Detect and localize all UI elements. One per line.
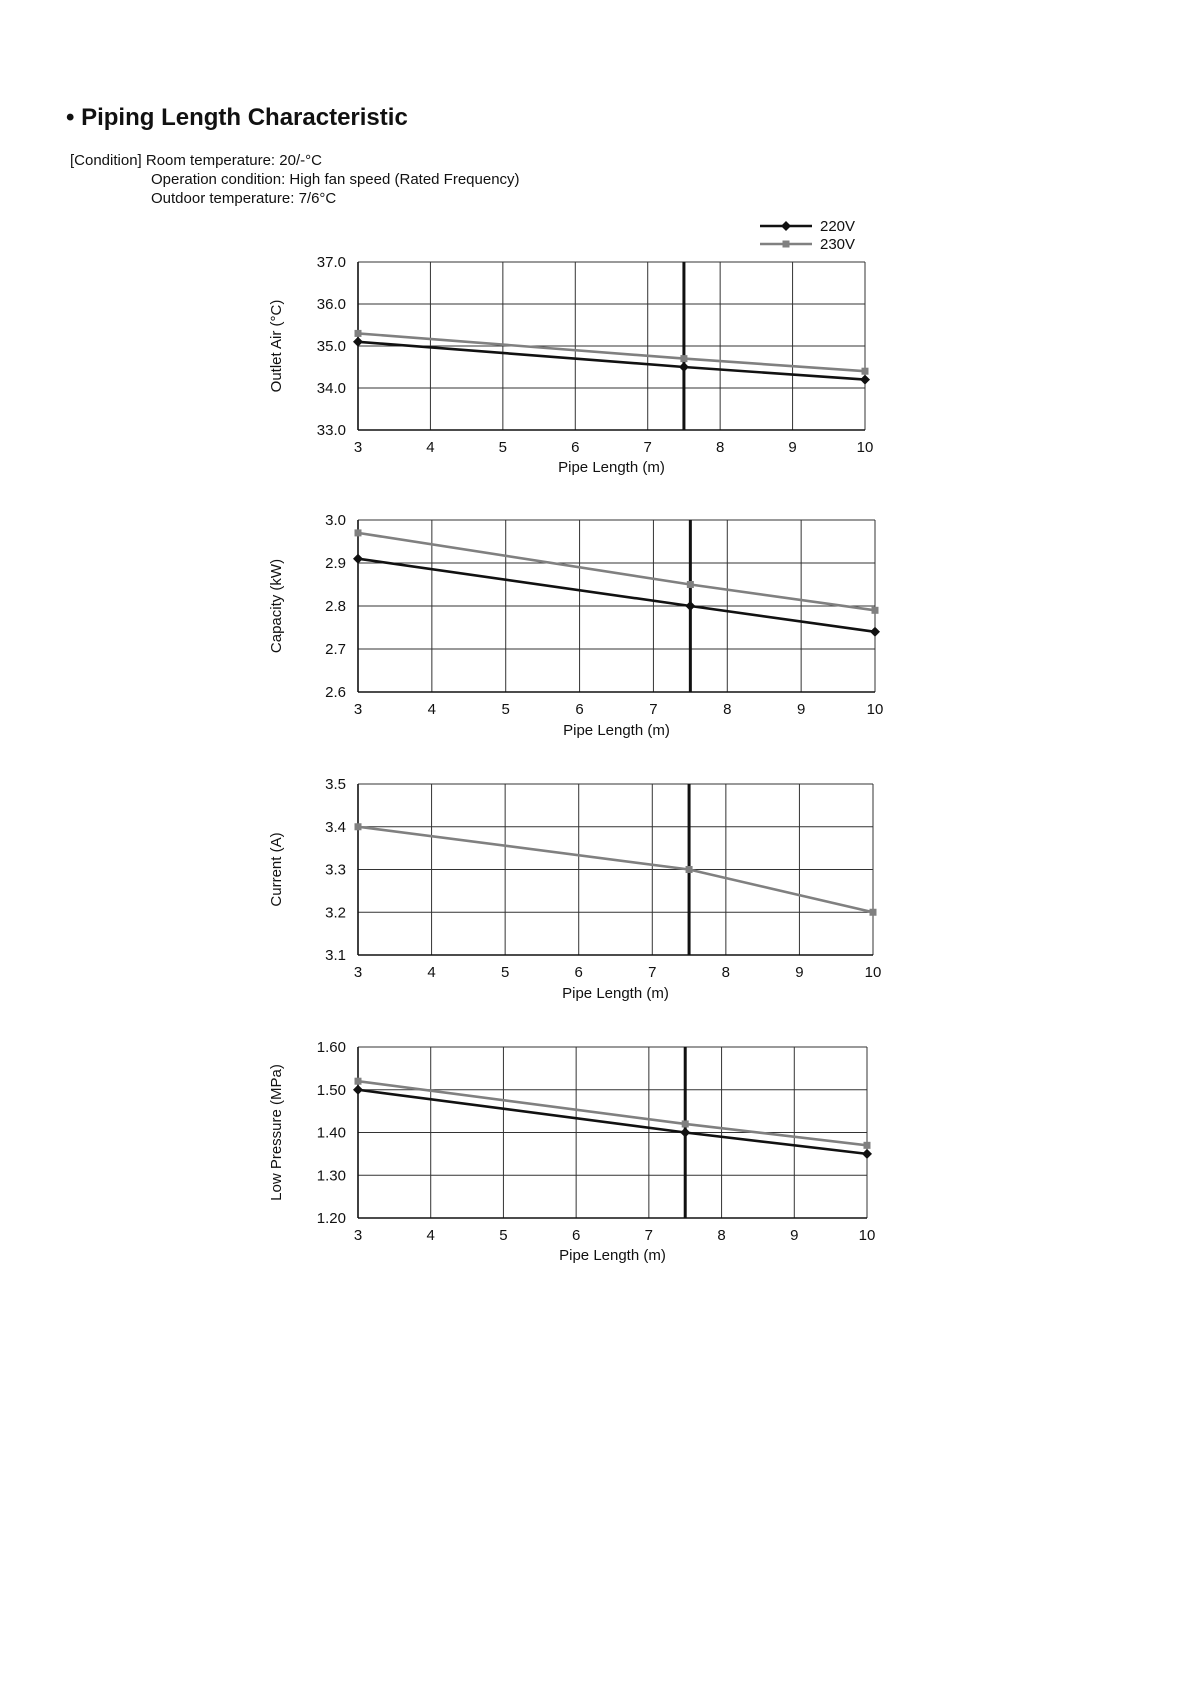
- x-axis-label: Pipe Length (m): [559, 1247, 666, 1264]
- x-tick-label: 4: [426, 1227, 435, 1244]
- x-tick-label: 7: [643, 439, 652, 456]
- series-line-220v: [358, 1090, 867, 1154]
- x-tick-label: 3: [353, 964, 363, 981]
- x-tick-label: 9: [796, 701, 806, 718]
- legend-label-230v: 230V: [820, 236, 856, 253]
- x-tick-label: 5: [501, 701, 510, 718]
- x-tick-label: 10: [866, 701, 884, 718]
- data-point-230v: [862, 368, 869, 375]
- x-tick-label: 10: [858, 1227, 876, 1244]
- x-tick-label: 10: [856, 439, 874, 456]
- current-chart: [268, 776, 881, 1002]
- legend-marker-230v: [783, 241, 790, 248]
- series-line-230v: [358, 1081, 867, 1145]
- data-point-230v: [864, 1142, 871, 1149]
- x-tick-label: 7: [649, 701, 658, 718]
- legend-marker-220v: [781, 221, 791, 231]
- x-tick-label: 10: [864, 964, 882, 981]
- x-tick-label: 5: [498, 439, 508, 456]
- y-tick-label: 35.0: [316, 338, 346, 355]
- legend-label-220v: 220V: [820, 218, 856, 235]
- x-tick-label: 5: [500, 964, 510, 981]
- x-tick-label: 6: [571, 439, 580, 456]
- x-tick-label: 6: [574, 964, 583, 981]
- data-point-230v: [870, 909, 877, 916]
- y-tick-label: 1.60: [316, 1039, 346, 1056]
- page-title: • Piping Length Characteristic: [66, 104, 408, 131]
- capacity-y-axis-label: Capacity (kW): [268, 558, 285, 654]
- data-point-220v: [680, 1128, 690, 1138]
- data-point-230v: [872, 607, 879, 614]
- x-tick-label: 6: [575, 701, 584, 718]
- data-point-220v: [860, 375, 870, 385]
- data-point-230v: [687, 581, 694, 588]
- data-point-220v: [353, 1085, 363, 1095]
- y-tick-label: 33.0: [316, 422, 346, 439]
- series-line-220v: [358, 342, 865, 380]
- series-line-230v: [358, 533, 875, 610]
- y-tick-label: 3.3: [325, 861, 346, 879]
- y-tick-label: 34.0: [316, 380, 346, 397]
- outlet-air-y-axis-label: Outlet Air (°C): [268, 299, 285, 393]
- y-tick-label: 2.6: [325, 684, 346, 701]
- x-tick-label: 8: [721, 964, 731, 981]
- legend: [760, 218, 855, 253]
- x-tick-label: 4: [427, 964, 436, 981]
- y-tick-label: 1.20: [316, 1210, 346, 1227]
- x-tick-label: 4: [427, 701, 437, 718]
- y-tick-label: 36.0: [316, 296, 346, 313]
- y-tick-label: 2.9: [325, 555, 346, 572]
- data-point-230v: [355, 529, 362, 536]
- x-axis-label: Pipe Length (m): [558, 459, 665, 476]
- x-tick-label: 9: [790, 1227, 799, 1244]
- x-tick-label: 8: [717, 1227, 726, 1244]
- series-line-230v: [358, 333, 865, 371]
- data-point-230v: [355, 330, 362, 337]
- data-point-220v: [353, 554, 363, 564]
- y-tick-label: 1.40: [316, 1124, 346, 1142]
- data-point-230v: [355, 1078, 362, 1085]
- data-point-230v: [682, 1120, 689, 1127]
- x-tick-label: 7: [648, 964, 657, 981]
- y-tick-label: 2.8: [325, 598, 346, 615]
- x-tick-label: 9: [795, 964, 804, 981]
- data-point-220v: [870, 627, 880, 637]
- data-point-230v: [355, 823, 362, 830]
- data-point-230v: [680, 355, 687, 362]
- x-tick-label: 3: [353, 701, 363, 718]
- y-tick-label: 3.0: [325, 512, 346, 529]
- y-tick-label: 3.5: [325, 776, 346, 793]
- y-tick-label: 3.1: [325, 947, 346, 964]
- x-tick-label: 9: [788, 439, 797, 456]
- data-point-220v: [862, 1149, 872, 1159]
- capacity-chart: [268, 512, 883, 739]
- x-tick-label: 4: [426, 439, 435, 456]
- y-tick-label: 2.7: [325, 641, 346, 658]
- x-tick-label: 5: [499, 1227, 508, 1244]
- data-point-220v: [685, 601, 695, 611]
- y-tick-label: 3.4: [325, 818, 346, 836]
- x-tick-label: 3: [353, 1227, 363, 1244]
- x-tick-label: 8: [723, 701, 732, 718]
- y-tick-label: 1.50: [316, 1081, 346, 1099]
- x-tick-label: 6: [571, 1227, 581, 1244]
- series-line-220v: [358, 559, 875, 632]
- condition-operation: Operation condition: High fan speed (Rated Frequency): [151, 171, 520, 188]
- x-tick-label: 8: [715, 439, 725, 456]
- x-tick-label: 7: [644, 1227, 654, 1244]
- y-tick-label: 37.0: [316, 254, 346, 271]
- current-y-axis-label: Current (A): [268, 832, 285, 907]
- low-pressure-chart: [268, 1039, 875, 1264]
- low-pressure-y-axis-label: Low Pressure (MPa): [268, 1064, 285, 1201]
- x-axis-label: Pipe Length (m): [563, 722, 670, 739]
- data-point-230v: [686, 866, 693, 873]
- y-tick-label: 1.30: [316, 1167, 346, 1185]
- y-tick-label: 3.2: [325, 904, 346, 922]
- x-axis-label: Pipe Length (m): [562, 985, 669, 1002]
- data-point-220v: [679, 362, 689, 372]
- condition-outdoor-temperature: Outdoor temperature: 7/6°C: [151, 190, 337, 207]
- condition-room-temperature: [Condition] Room temperature: 20/-°C: [70, 152, 322, 169]
- x-tick-label: 3: [353, 439, 363, 456]
- outlet-air-chart: [268, 254, 873, 476]
- data-point-220v: [353, 337, 363, 347]
